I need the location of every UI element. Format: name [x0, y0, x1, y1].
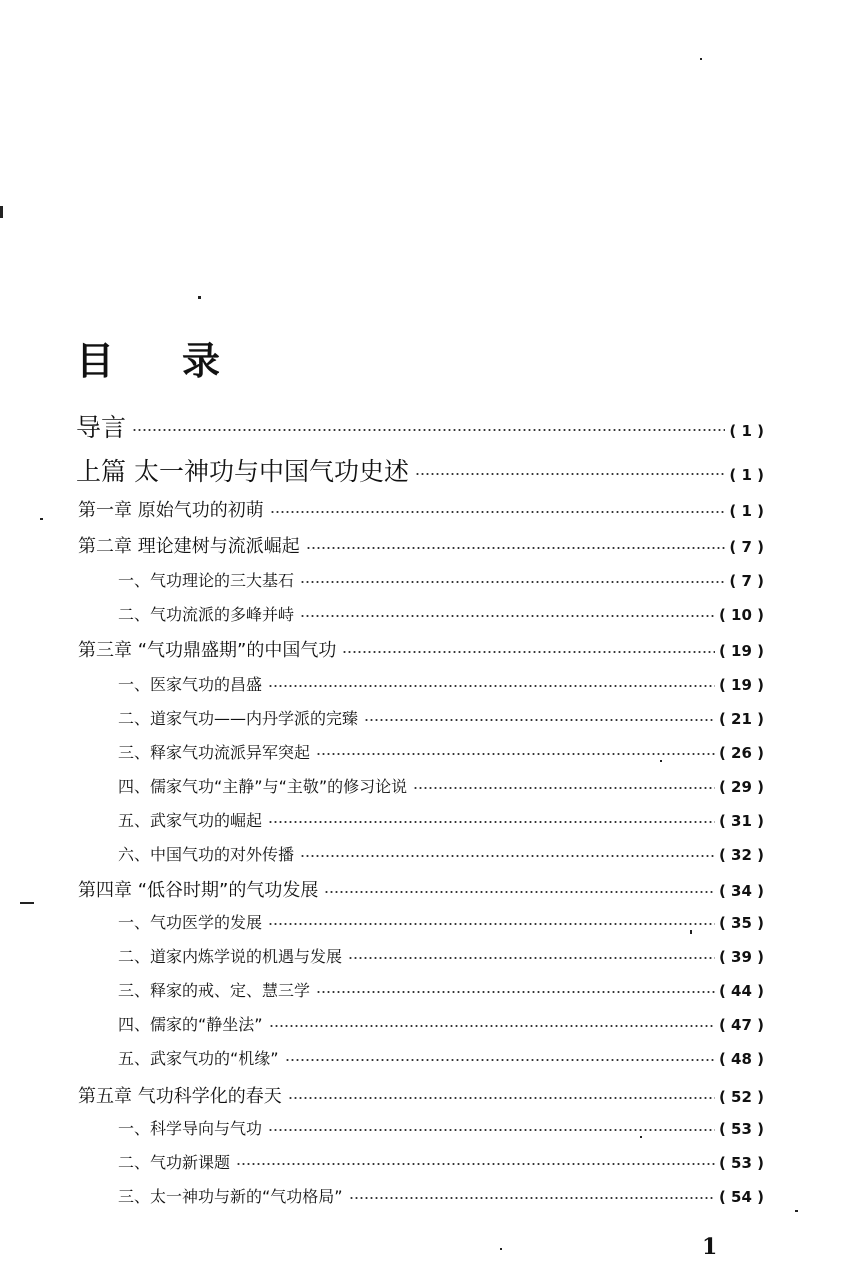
title-char-2: 录 — [182, 339, 223, 383]
dot-leader — [348, 948, 715, 964]
toc-entry-page: ( 7 ) — [729, 538, 764, 556]
dot-leader — [268, 1120, 715, 1136]
dot-leader — [270, 500, 726, 518]
toc-entry-page: ( 47 ) — [718, 1016, 764, 1034]
dot-leader — [300, 572, 725, 588]
toc-entry — [118, 1046, 764, 1069]
page-number: 1 — [702, 1234, 718, 1260]
toc-entry-label: 四、儒家的“静坐法” — [118, 1015, 263, 1034]
toc-entry-page: ( 32 ) — [718, 846, 764, 864]
toc-entry-page: ( 1 ) — [729, 422, 764, 440]
toc-entry-label: 一、科学导向与气功 — [118, 1119, 263, 1138]
toc-entry-label: 二、气功新课题 — [118, 1153, 231, 1172]
toc-entry-page: ( 1 ) — [729, 466, 764, 484]
toc-entry-label: 一、气功理论的三大基石 — [118, 571, 295, 590]
toc-entry — [118, 1150, 764, 1173]
toc-entry-page: ( 35 ) — [718, 914, 764, 932]
dot-leader — [268, 914, 715, 930]
toc-entry — [118, 1012, 764, 1035]
dot-leader — [288, 1086, 715, 1104]
toc-entry-label: 一、气功医学的发展 — [118, 913, 263, 932]
toc-entry — [76, 452, 764, 488]
toc-entry — [118, 1184, 764, 1207]
toc-entry-page: ( 31 ) — [718, 812, 764, 830]
toc-entry — [78, 532, 764, 558]
toc-entry-label: 上篇 太一神功与中国气功史述 — [76, 457, 409, 486]
toc-entry-page: ( 39 ) — [718, 948, 764, 966]
toc-entry-page: ( 54 ) — [718, 1188, 764, 1206]
toc-entry-label: 五、武家气功的“机缘” — [118, 1049, 279, 1068]
dot-leader — [342, 640, 715, 658]
toc-entry-page: ( 34 ) — [718, 882, 764, 900]
toc-entry — [118, 774, 764, 797]
toc-entry-label: 三、释家的戒、定、慧三学 — [118, 981, 311, 1000]
toc-entry-page: ( 48 ) — [718, 1050, 764, 1068]
toc-entry-page: ( 21 ) — [718, 710, 764, 728]
dot-leader — [364, 710, 715, 726]
toc-entry-page: ( 53 ) — [718, 1120, 764, 1138]
dot-leader — [236, 1154, 715, 1170]
toc-entry-page: ( 52 ) — [718, 1088, 764, 1106]
toc-entry — [76, 408, 764, 444]
toc-entry-page: ( 26 ) — [718, 744, 764, 762]
toc-entry-page: ( 29 ) — [718, 778, 764, 796]
toc-entry-label: 二、道家气功——内丹学派的完臻 — [118, 709, 359, 728]
dot-leader — [300, 846, 715, 862]
toc-entry — [118, 602, 764, 625]
toc-entry-label: 五、武家气功的崛起 — [118, 811, 263, 830]
toc-entry — [118, 842, 764, 865]
toc-entry-page: ( 7 ) — [729, 572, 764, 590]
dot-leader — [415, 457, 725, 482]
toc-entry-label: 四、儒家气功“主静”与“主敬”的修习论说 — [118, 777, 408, 796]
toc-entry-page: ( 19 ) — [718, 676, 764, 694]
toc-entry-label: 第二章 理论建树与流派崛起 — [78, 536, 300, 557]
toc-entry-label: 第五章 气功科学化的春天 — [78, 1086, 282, 1107]
toc-entry — [118, 944, 764, 967]
toc-entry — [118, 706, 764, 729]
toc-entry — [118, 1116, 764, 1139]
dot-leader — [324, 880, 715, 898]
toc-entry-label: 一、医家气功的昌盛 — [118, 675, 263, 694]
dot-leader — [285, 1050, 715, 1066]
toc-entry-label: 第一章 原始气功的初萌 — [78, 500, 264, 521]
toc-entry — [78, 496, 764, 522]
dot-leader — [132, 413, 725, 438]
dot-leader — [268, 676, 715, 692]
toc-entry — [78, 1082, 764, 1108]
toc-entry-page: ( 44 ) — [718, 982, 764, 1000]
toc-entry-label: 六、中国气功的对外传播 — [118, 845, 295, 864]
toc-entry — [118, 568, 764, 591]
toc-entry-label: 导言 — [76, 413, 127, 442]
dot-leader — [269, 1016, 715, 1032]
toc-entry-label: 第四章 “低谷时期”的气功发展 — [78, 880, 319, 901]
toc-entry — [118, 910, 764, 933]
toc-entry — [118, 740, 764, 763]
toc-entry — [118, 808, 764, 831]
toc-entry — [118, 978, 764, 1001]
toc-entry — [78, 876, 764, 902]
dot-leader — [413, 778, 715, 794]
dot-leader — [268, 812, 715, 828]
toc-entry-label: 第三章 “气功鼎盛期”的中国气功 — [78, 640, 337, 661]
toc-entry-page: ( 1 ) — [729, 502, 764, 520]
page-title — [76, 330, 222, 385]
dot-leader — [300, 606, 715, 622]
dot-leader — [316, 982, 715, 998]
toc-entry-label: 三、太一神功与新的“气功格局” — [118, 1187, 343, 1206]
toc-entry — [78, 636, 764, 662]
dot-leader — [349, 1188, 715, 1204]
toc-entry — [118, 672, 764, 695]
toc-entry-page: ( 53 ) — [718, 1154, 764, 1172]
toc-entry-page: ( 19 ) — [718, 642, 764, 660]
title-char-1: 目 — [76, 339, 117, 383]
dot-leader — [306, 536, 726, 554]
dot-leader — [316, 744, 715, 760]
toc-entry-page: ( 10 ) — [718, 606, 764, 624]
toc-entry-label: 二、道家内炼学说的机遇与发展 — [118, 947, 343, 966]
toc-entry-label: 三、释家气功流派异军突起 — [118, 743, 311, 762]
toc-entry-label: 二、气功流派的多峰并峙 — [118, 605, 295, 624]
